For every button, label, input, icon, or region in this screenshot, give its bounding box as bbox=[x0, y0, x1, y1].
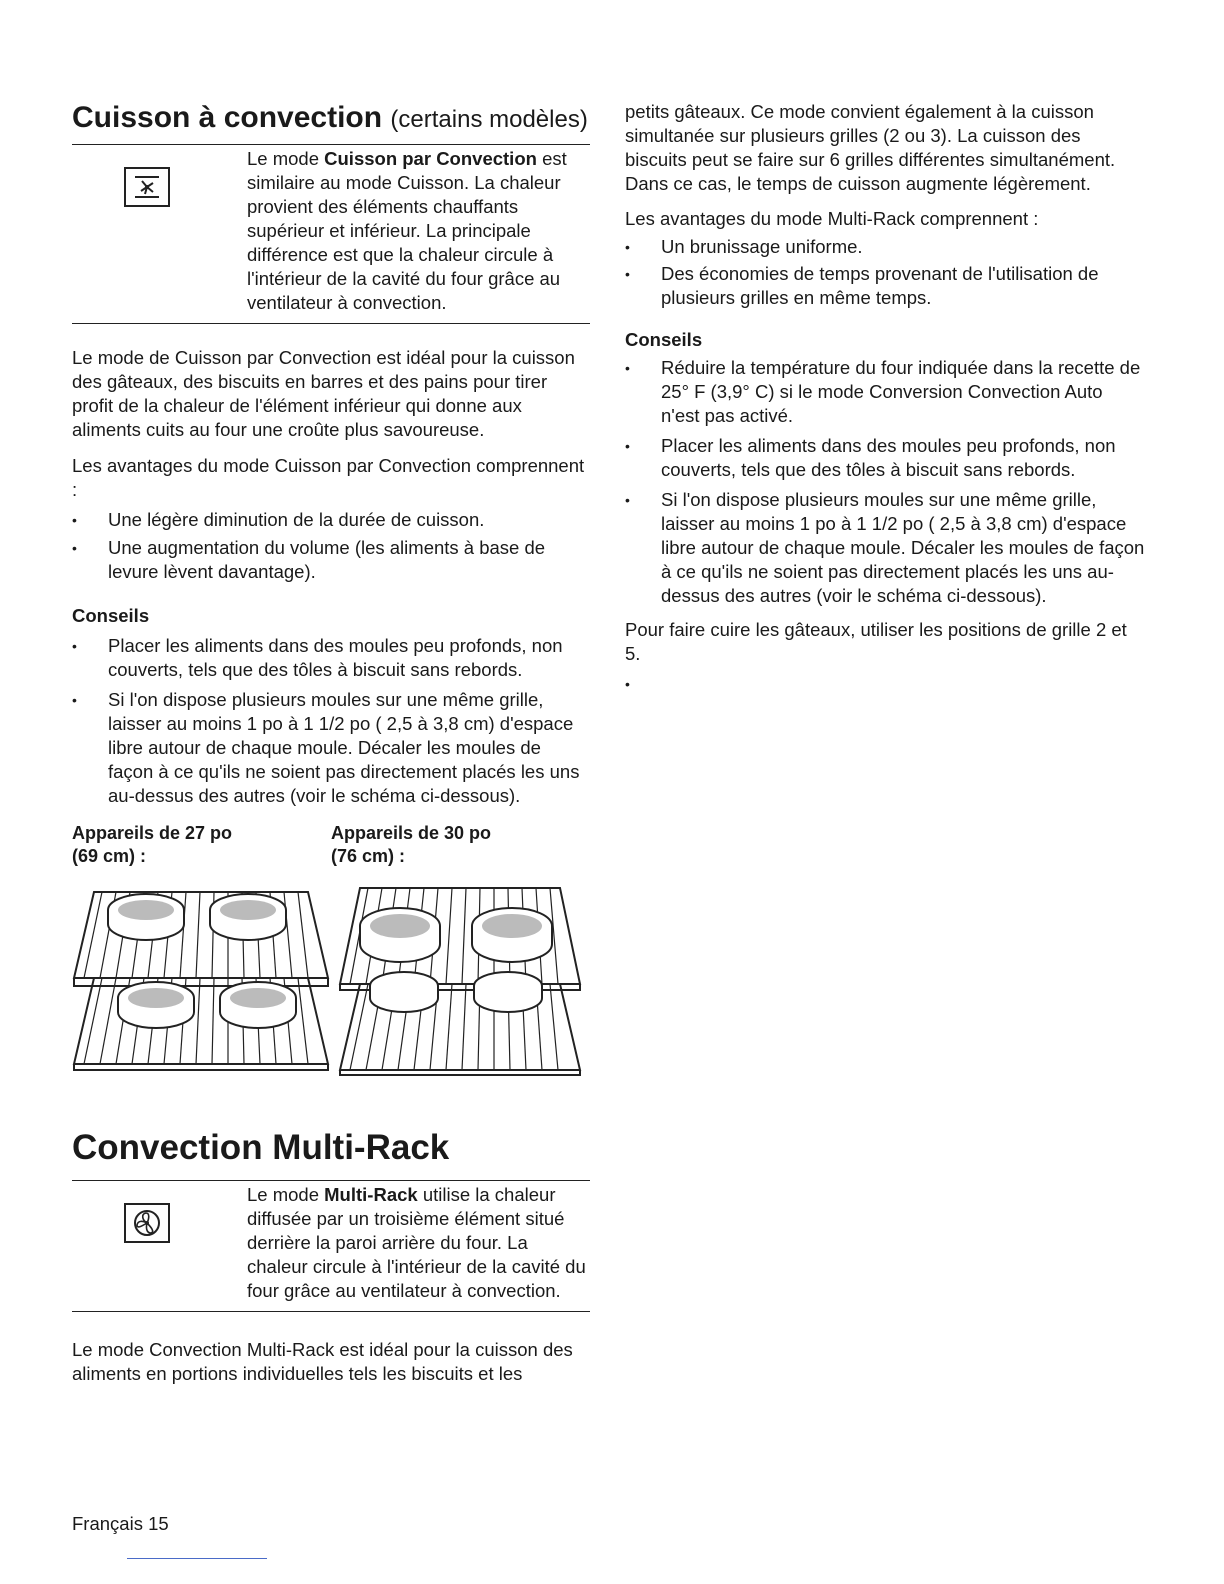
tips-list bbox=[625, 356, 1145, 608]
mode-description: Le mode Multi-Rack utilise la chaleur diffusée par un troisième élément situé derrière la paroi arrière du four. La chaleur circule à l'intérieur de la cavité du four grâce au ventilateur à convection. bbox=[247, 1184, 586, 1301]
tips-heading: Conseils bbox=[625, 329, 703, 350]
bullet-glyph: • bbox=[625, 676, 630, 692]
section-title-multi-rack: Convection Multi-Rack bbox=[72, 1128, 450, 1167]
tips-heading: Conseils bbox=[72, 605, 150, 626]
right-column bbox=[625, 100, 1145, 692]
list-item: • Une légère diminution de la durée de cuisson. bbox=[72, 508, 590, 532]
left-column bbox=[72, 100, 590, 1386]
mode-box-convection-bake bbox=[72, 145, 590, 324]
convection-fan-icon bbox=[124, 1203, 170, 1243]
paragraph: Les avantages du mode Cuisson par Convection comprennent : bbox=[72, 455, 585, 500]
tips-list bbox=[72, 634, 590, 808]
paragraph: Pour faire cuire les gâteaux, utiliser les positions de grille 2 et 5. bbox=[625, 619, 1127, 664]
rack-captions bbox=[72, 822, 590, 868]
paragraph: Les avantages du mode Multi-Rack comprennent : bbox=[625, 208, 1039, 229]
list-item: • Si l'on dispose plusieurs moules sur une même grille, laisser au moins 1 po à 1 1/2 po ( 2,5 à 3,8 cm) d'espace libre autour de chaque moule. Décaler les moules de façon à ce qu'ils ne soient pas directement placés les uns au-dessus des autres (voir le schéma ci-dessous). bbox=[72, 688, 590, 808]
page-footer: Français 15 bbox=[72, 1513, 169, 1534]
rack-illustrations bbox=[72, 880, 590, 1076]
footer-line bbox=[127, 1558, 267, 1559]
paragraph: Le mode de Cuisson par Convection est idéal pour la cuisson des gâteaux, des biscuits en barres et des pains pour tirer profit de la chaleur de l'élément inférieur qui donne aux aliments cuits au four une croûte plus savoureuse. bbox=[72, 347, 575, 440]
list-item: • Un brunissage uniforme. bbox=[625, 235, 1145, 259]
mode-box-multi-rack bbox=[72, 1181, 590, 1312]
benefits-list bbox=[72, 508, 590, 584]
paragraph: petits gâteaux. Ce mode convient également à la cuisson simultanée sur plusieurs grilles (2 ou 3). La cuisson des biscuits peut se faire sur 6 grilles différentes simultanément. Dans ce cas, le temps de cuisson augmente légèrement. bbox=[625, 101, 1116, 194]
mode-description: Le mode Cuisson par Convection est similaire au mode Cuisson. La chaleur provient des éléments chauffants supérieur et inférieur. La principale différence est que la chaleur circule à l'intérieur de la cavité du four grâce au ventilateur à convection. bbox=[247, 148, 567, 313]
rack-illustration-27 bbox=[72, 880, 330, 1072]
list-item: • Placer les aliments dans des moules peu profonds, non couverts, tels que des tôles à biscuit sans rebords. bbox=[72, 634, 590, 682]
list-item: • Une augmentation du volume (les aliments à base de levure lèvent davantage). bbox=[72, 536, 590, 584]
paragraph: Le mode Convection Multi-Rack est idéal pour la cuisson des aliments en portions individuelles tels les biscuits et les bbox=[72, 1339, 573, 1384]
section-title-suffix: (certains modèles) bbox=[390, 106, 588, 133]
mode-name: Multi-Rack bbox=[324, 1184, 418, 1205]
list-item: • Réduire la température du four indiquée dans la recette de 25° F (3,9° C) si le mode Conversion Convection Auto n'est pas activé. bbox=[625, 356, 1145, 428]
convection-bake-icon bbox=[124, 167, 170, 207]
section-title-convection-bake: Cuisson à convection (certains modèles) bbox=[72, 101, 588, 134]
caption-27: Appareils de 27 po (69 cm) : bbox=[72, 823, 233, 866]
list-item: • Si l'on dispose plusieurs moules sur une même grille, laisser au moins 1 po à 1 1/2 po ( 2,5 à 3,8 cm) d'espace libre autour de chaque moule. Décaler les moules de façon à ce qu'ils ne soient pas directement placés les uns au-dessus des autres (voir le schéma ci-dessous). bbox=[625, 488, 1145, 608]
list-item: • Des économies de temps provenant de l'utilisation de plusieurs grilles en même temps. bbox=[625, 262, 1145, 310]
mode-name: Cuisson par Convection bbox=[324, 148, 537, 169]
benefits-list bbox=[625, 235, 1145, 310]
rack-illustration-30 bbox=[338, 880, 582, 1076]
caption-30: Appareils de 30 po (76 cm) : bbox=[331, 823, 492, 866]
list-item: • Placer les aliments dans des moules peu profonds, non couverts, tels que des tôles à biscuit sans rebords. bbox=[625, 434, 1145, 482]
